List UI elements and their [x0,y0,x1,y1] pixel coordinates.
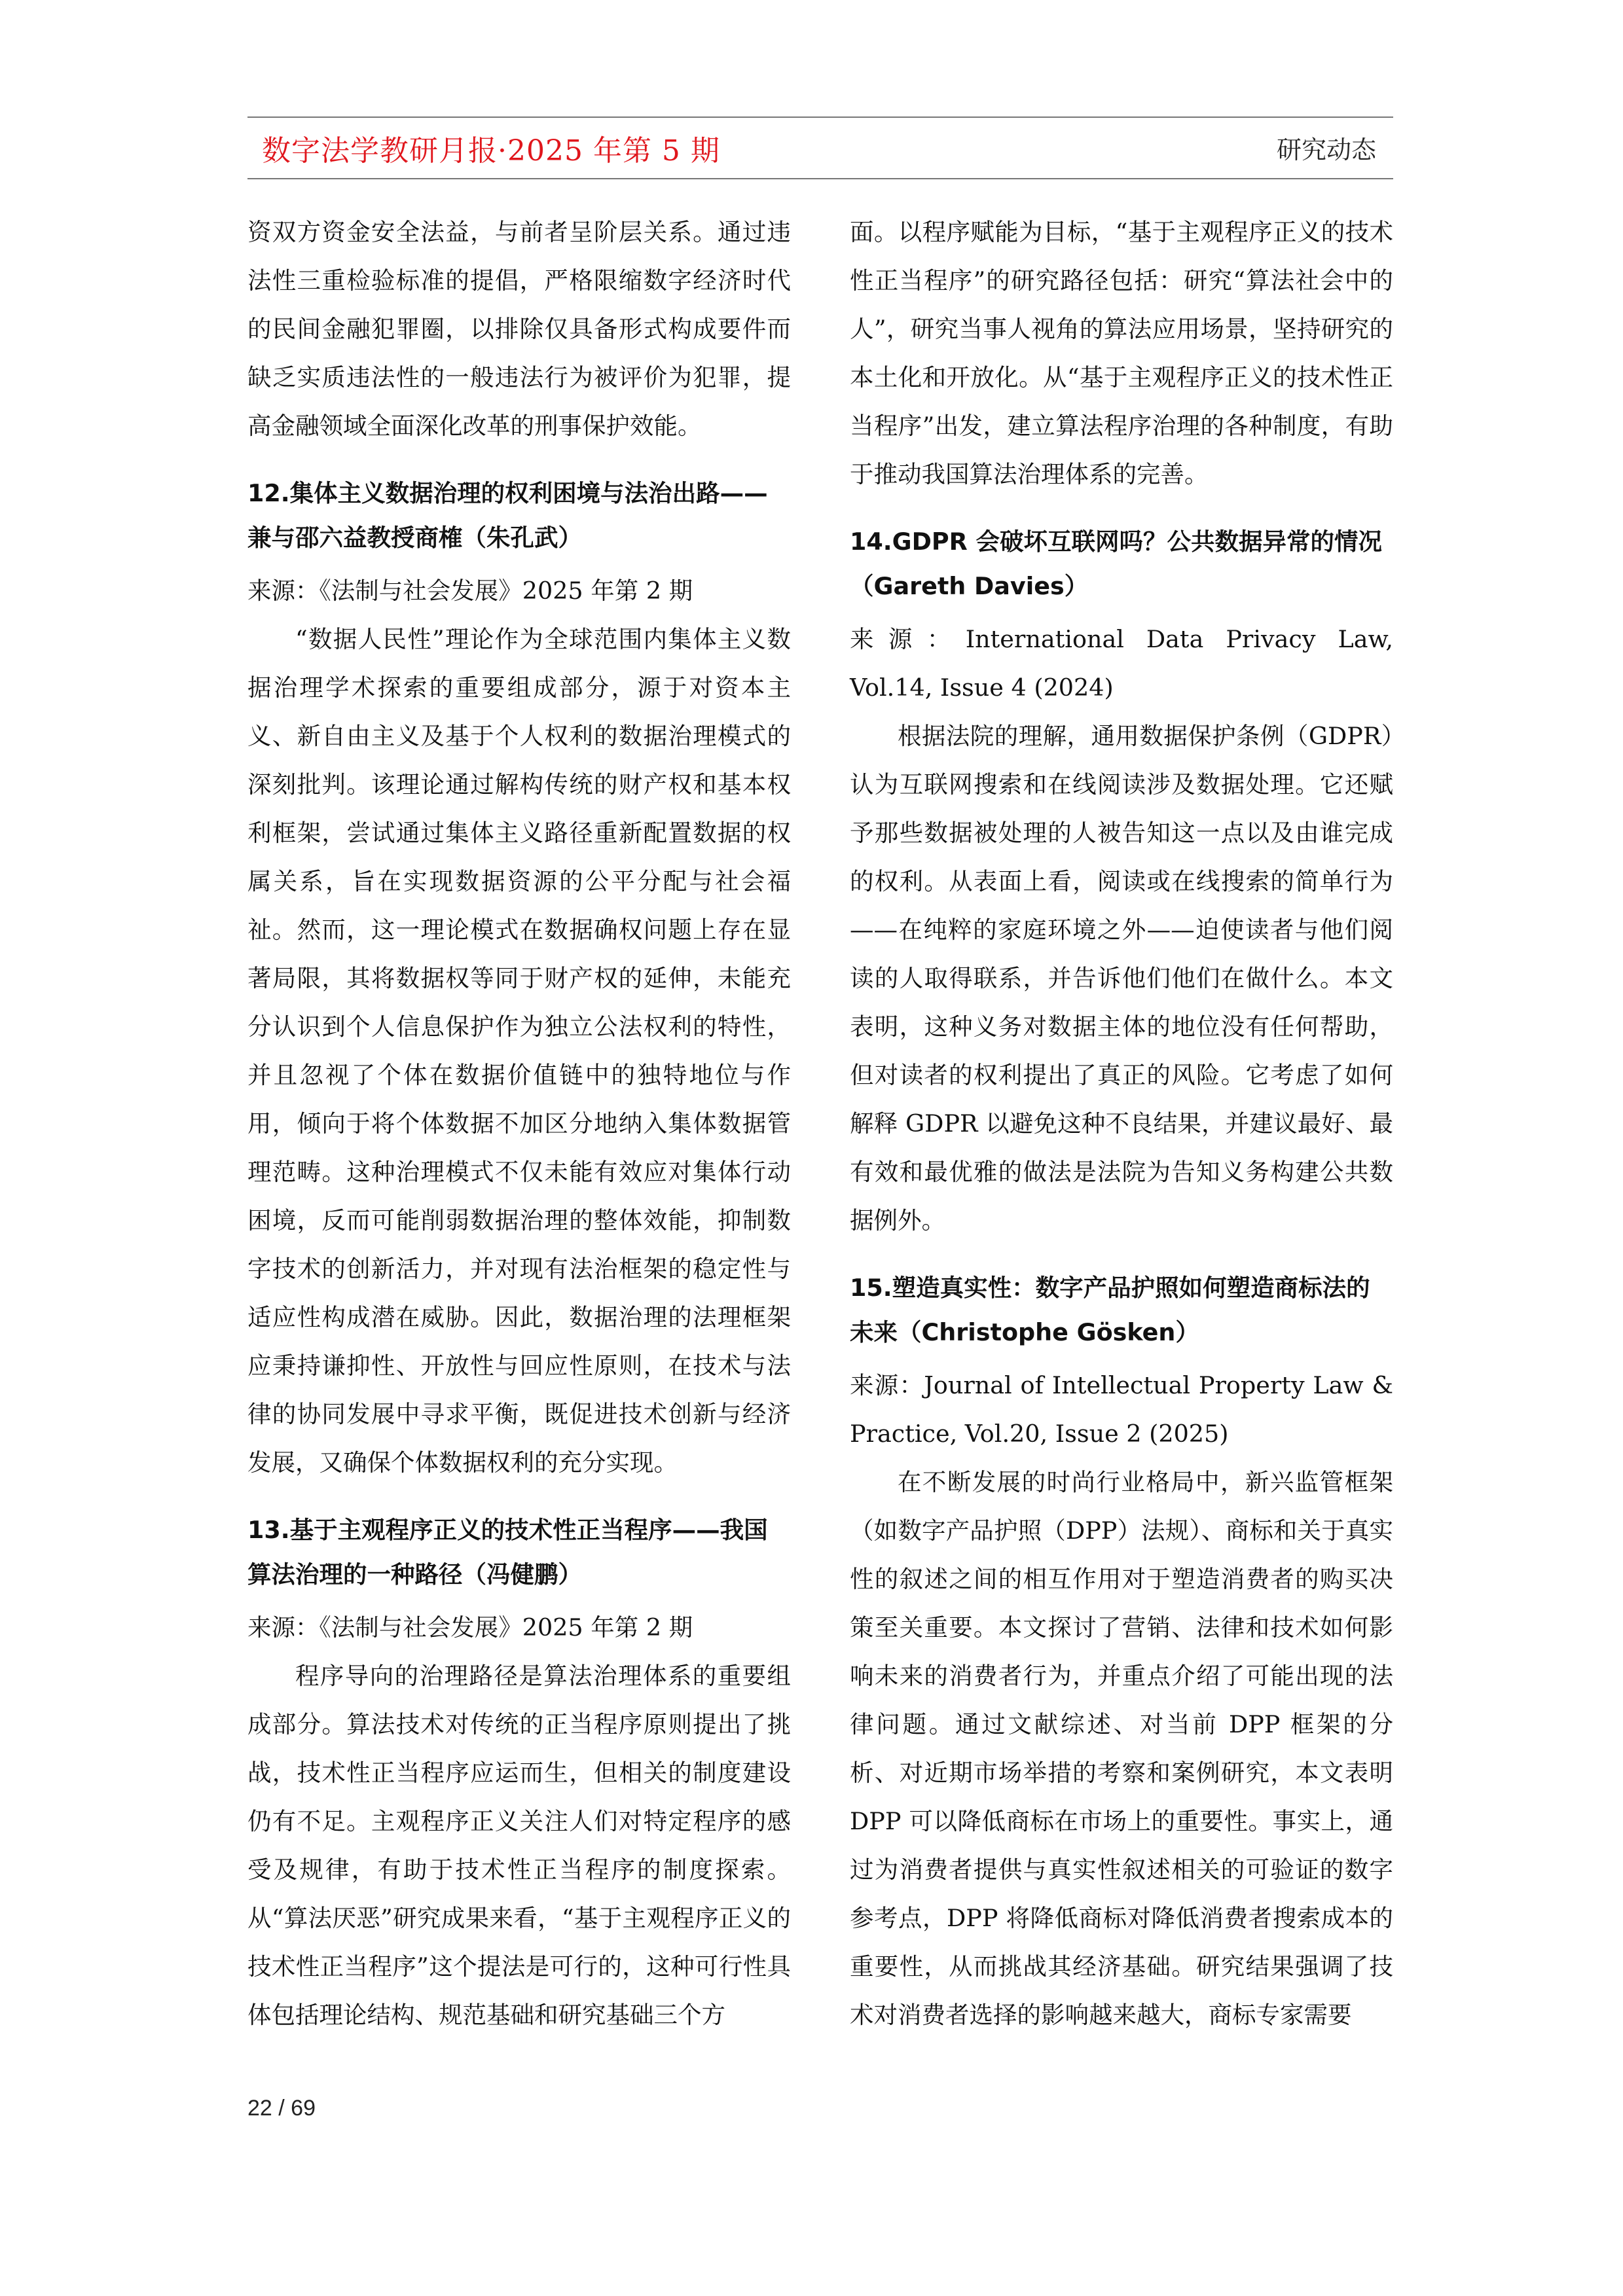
article-12-title: 12.集体主义数据治理的权利困境与法治出路——兼与邵六益教授商榷（朱孔武） [247,479,768,552]
article-15-source: 来源：Journal of Intellectual Property Law & Practice, Vol.20, Issue 2 (2025) [850,1371,1393,1448]
right-column [850,208,1393,2039]
article-13-body: 程序导向的治理路径是算法治理体系的重要组成部分。算法技术对传统的正当程序原则提出了挑战，技术性正当程序应运而生，但相关的制度建设仍有不足。主观程序正义关注人们对特定程序的感受及规律，有助于技术性正当程序的制度探索。从“算法厌恶”研究成果来看，“基于主观程序正义的技术性正当程序”这个提法是可行的，这种可行性具体包括理论结构、规范基础和研究基础三个方 [247,1662,791,2029]
article-14-body: 根据法院的理解，通用数据保护条例（GDPR）认为互联网搜索和在线阅读涉及数据处理。它还赋予那些数据被处理的人被告知这一点以及由谁完成的权利。从表面上看，阅读或在线搜索的简单行为——在纯粹的家庭环境之外——迫使读者与他们阅读的人取得联系，并告诉他们他们在做什么。本文表明，这种义务对数据主体的地位没有任何帮助，但对读者的权利提出了真正的风险。它考虑了如何解释 GDPR 以避免这种不良结果，并建议最好、最有效和最优雅的做法是法院为告知义务构建公共数据例外。 [850,722,1393,1234]
article-14-title: 14.GDPR 会破坏互联网吗？公共数据异常的情况（Gareth Davies） [850,528,1382,600]
article-12-source: 来源：《法制与社会发展》2025 年第 2 期 [247,577,693,605]
section-label: 研究动态 [1276,135,1376,164]
article-13-continuation: 面。以程序赋能为目标，“基于主观程序正义的技术性正当程序”的研究路径包括：研究“算法社会中的人”，研究当事人视角的算法应用场景，坚持研究的本土化和开放化。从“基于主观程序正义的技术性正当程序”出发，建立算法程序治理的各种制度，有助于推动我国算法治理体系的完善。 [850,218,1393,488]
article-13-title: 13.基于主观程序正义的技术性正当程序——我国算法治理的一种路径（冯健鹏） [247,1516,768,1588]
running-header [247,117,1393,179]
left-column [247,208,791,2039]
intro-paragraph: 资双方资金安全法益，与前者呈阶层关系。通过违法性三重检验标准的提倡，严格限缩数字经济时代的民间金融犯罪圈，以排除仅具备形式构成要件而缺乏实质违法性的一般违法行为被评价为犯罪，提高金融领域全面深化改革的刑事保护效能。 [247,218,791,440]
journal-title: 数字法学教研月报·2025 年第 5 期 [262,134,720,168]
article-12-body: “数据人民性”理论作为全球范围内集体主义数据治理学术探索的重要组成部分，源于对资本主义、新自由主义及基于个人权利的数据治理模式的深刻批判。该理论通过解构传统的财产权和基本权利框架，尝试通过集体主义路径重新配置数据的权属关系，旨在实现数据资源的公平分配与社会福祉。然而，这一理论模式在数据确权问题上存在显著局限，其将数据权等同于财产权的延伸，未能充分认识到个人信息保护作为独立公法权利的特性，并且忽视了个体在数据价值链中的独特地位与作用，倾向于将个体数据不加区分地纳入集体数据管理范畴。这种治理模式不仅未能有效应对集体行动困境，反而可能削弱数据治理的整体效能，抑制数字技术的创新活力，并对现有法治框架的稳定性与适应性构成潜在威胁。因此，数据治理的法理框架应秉持谦抑性、开放性与回应性原则，在技术与法律的协同发展中寻求平衡，既促进技术创新与经济发展，又确保个体数据权利的充分实现。 [247,625,791,1477]
article-13-source: 来源：《法制与社会发展》2025 年第 2 期 [247,1613,693,1641]
article-15-body: 在不断发展的时尚行业格局中，新兴监管框架（如数字产品护照（DPP）法规）、商标和关于真实性的叙述之间的相互作用对于塑造消费者的购买决策至关重要。本文探讨了营销、法律和技术如何影响未来的消费者行为，并重点介绍了可能出现的法律问题。通过文献综述、对当前 DPP 框架的分析、对近期市场举措的考察和案例研究，本文表明 DPP 可以降低商标在市场上的重要性。事实上，通过为消费者提供与真实性叙述相关的可验证的数字参考点，DPP 将降低商标对降低消费者搜索成本的重要性，从而挑战其经济基础。研究结果强调了技术对消费者选择的影响越来越大，商标专家需要 [850,1468,1393,2029]
article-14-source: 来源：International Data Privacy Law, Vol.14, Issue 4 (2024) [850,625,1393,702]
article-15-title: 15.塑造真实性：数字产品护照如何塑造商标法的未来（Christophe Gösken） [850,1274,1370,1346]
page-number: 22 / 69 [247,2096,316,2121]
